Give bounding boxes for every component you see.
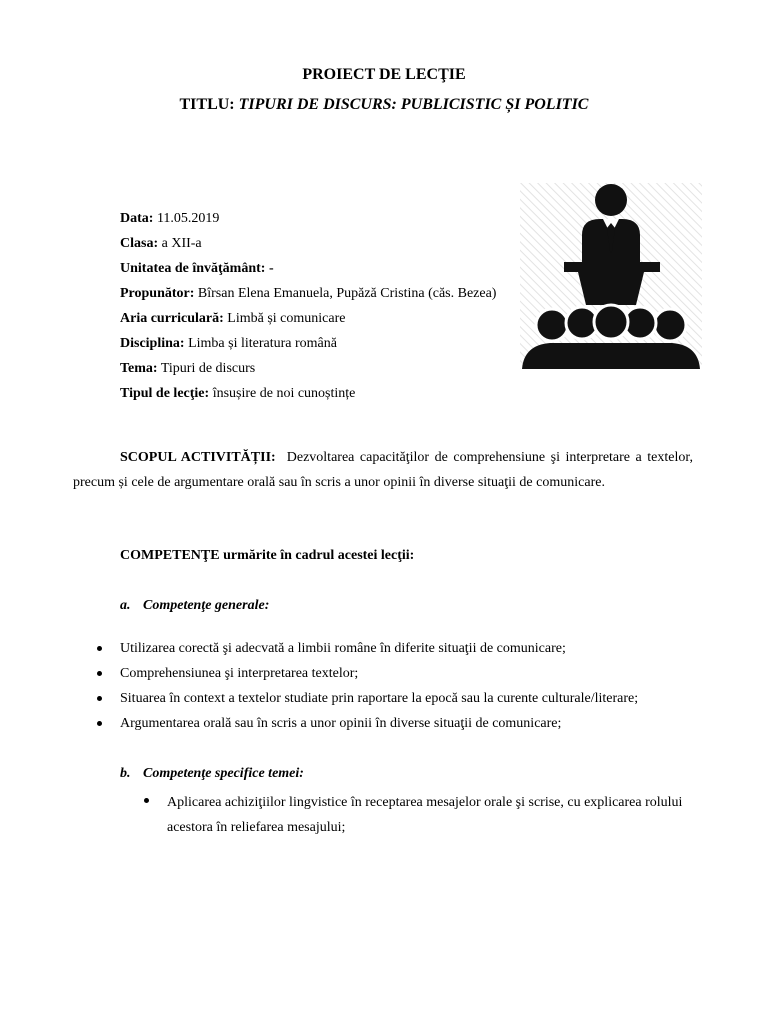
- list-item-text: Argumentarea orală sau în scris a unor opinii în diverse situaţii de comunicare;: [120, 716, 562, 731]
- meta-row-discipline: [120, 334, 496, 359]
- meta-label: Tema:: [120, 361, 158, 376]
- meta-value: a XII-a: [161, 236, 202, 251]
- meta-row-theme: [120, 359, 496, 384]
- meta-label: Clasa:: [120, 236, 159, 251]
- meta-label: Propunător:: [120, 286, 195, 301]
- specific-competences-heading: [120, 766, 304, 782]
- meta-label: Unitatea de învăţământ:: [120, 261, 266, 276]
- bullet-icon: [97, 671, 102, 676]
- list-item: [94, 664, 638, 689]
- bullet-icon: [97, 696, 102, 701]
- meta-label: Tipul de lecţie:: [120, 386, 210, 401]
- section-letter: a.: [120, 598, 131, 613]
- meta-value: -: [268, 261, 274, 276]
- meta-value: Limbă și comunicare: [227, 311, 346, 326]
- specific-competences-list: [141, 790, 701, 840]
- section-title: Competenţe generale:: [143, 598, 270, 613]
- meta-row-class: [120, 234, 496, 259]
- meta-row-authors: [120, 284, 496, 309]
- scope-label: SCOPUL ACTIVITĂȚII:: [120, 450, 276, 465]
- meta-row-date: [120, 209, 496, 234]
- list-item-text: Situarea în context a textelor studiate prin raportare la epocă sau la curente culturale/literare;: [120, 691, 639, 706]
- bullet-icon: [97, 721, 102, 726]
- meta-label: Aria curriculară:: [120, 311, 224, 326]
- meta-value: 11.05.2019: [156, 211, 220, 226]
- list-item-text: Comprehensiunea şi interpretarea textelor;: [120, 666, 359, 681]
- section-letter: b.: [120, 766, 131, 781]
- scope-text: Dezvoltarea capacităţilor de comprehensiune şi interpretare a textelor, precum și cele de argumentare orală sau în scris a unor opinii în diverse situaţii de comunicare.: [73, 450, 693, 490]
- meta-row-school: [120, 259, 496, 284]
- subtitle-label: TITLU:: [179, 96, 235, 113]
- meta-value: Bîrsan Elena Emanuela, Pupăză Cristina (căs. Bezea): [197, 286, 497, 301]
- bullet-icon: [97, 646, 102, 651]
- subtitle-text: TIPURI DE DISCURS: PUBLICISTIC ȘI POLITIC: [238, 96, 589, 113]
- activity-scope-paragraph: [73, 445, 693, 495]
- meta-label: Data:: [120, 211, 154, 226]
- meta-row-curricular-area: [120, 309, 496, 334]
- list-item: [94, 639, 638, 664]
- document-title: PROIECT DE LECŢIE: [302, 66, 466, 83]
- meta-value: Limba și literatura română: [188, 336, 337, 351]
- meta-value: însușire de noi cunoștințe: [212, 386, 356, 401]
- list-item-text: Aplicarea achiziţiilor lingvistice în receptarea mesajelor orale şi scrise, cu explicarea rolului acestora în reliefarea mesajului;: [167, 795, 683, 835]
- list-item-text: Utilizarea corectă şi adecvată a limbii române în diferite situaţii de comunicare;: [120, 641, 566, 656]
- meta-value: Tipuri de discurs: [160, 361, 256, 376]
- lesson-metadata: [120, 209, 496, 409]
- list-item: [94, 689, 638, 714]
- meta-row-lesson-type: [120, 384, 496, 409]
- general-competences-heading: [120, 598, 269, 614]
- list-item: [141, 790, 701, 840]
- section-title: Competenţe specifice temei:: [143, 766, 304, 781]
- meta-label: Disciplina:: [120, 336, 185, 351]
- document-subtitle: [0, 96, 768, 114]
- bullet-icon: [144, 798, 149, 803]
- list-item: [94, 714, 638, 739]
- speaker-at-podium-icon: [520, 183, 702, 369]
- general-competences-list: [94, 639, 638, 739]
- competences-heading: COMPETENŢE urmărite în cadrul acestei lecţii:: [120, 548, 415, 563]
